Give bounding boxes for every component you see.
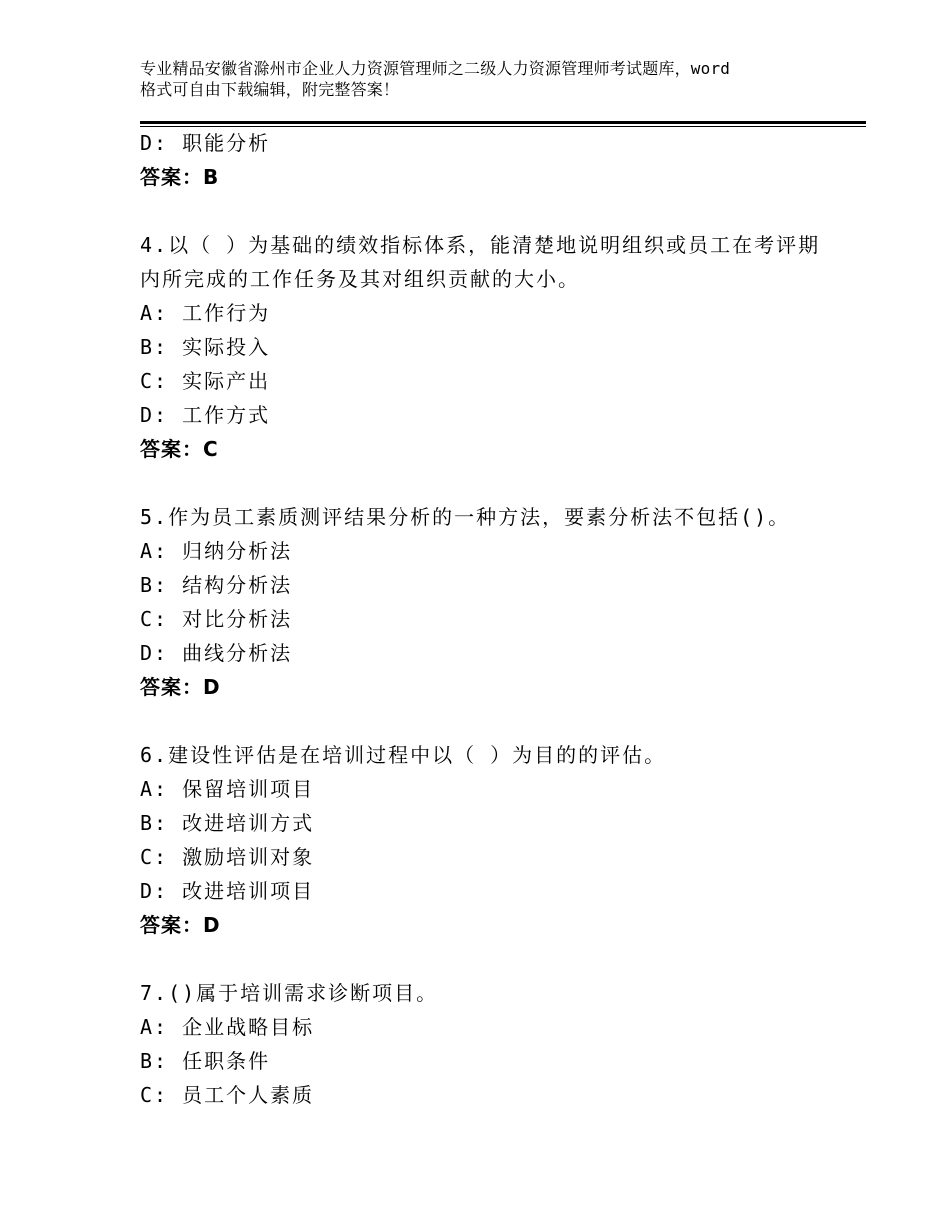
spacer xyxy=(140,942,840,976)
option-c: C: 激励培训对象 xyxy=(140,845,315,869)
question-stem-line-1: 6.建设性评估是在培训过程中以（ ）为目的的评估。 xyxy=(140,743,667,767)
question-stem-line-2: 内所完成的工作任务及其对组织贡献的大小。 xyxy=(140,267,580,291)
option-d: D: 职能分析 xyxy=(140,131,271,155)
option-d: D: 改进培训项目 xyxy=(140,879,315,903)
option-a: A: 工作行为 xyxy=(140,301,271,325)
answer-label: 答案：D xyxy=(140,675,221,699)
answer-label: 答案：B xyxy=(140,165,220,189)
question-stem-line-1: 5.作为员工素质测评结果分析的一种方法，要素分析法不包括()。 xyxy=(140,505,791,529)
option-b: B: 实际投入 xyxy=(140,335,271,359)
option-a: A: 企业战略目标 xyxy=(140,1015,315,1039)
document-header xyxy=(140,58,840,100)
option-c: C: 对比分析法 xyxy=(140,607,293,631)
question-3-tail xyxy=(140,126,840,194)
header-title-line-2: 格式可自由下载编辑，附完整答案！ xyxy=(140,80,400,99)
header-divider-thick xyxy=(140,121,866,124)
option-b: B: 任职条件 xyxy=(140,1049,271,1073)
option-b: B: 结构分析法 xyxy=(140,573,293,597)
question-stem-line-1: 4.以（ ）为基础的绩效指标体系，能清楚地说明组织或员工在考评期 xyxy=(140,233,821,257)
spacer xyxy=(140,704,840,738)
spacer xyxy=(140,194,840,228)
question-6 xyxy=(140,738,840,942)
option-a: A: 保留培训项目 xyxy=(140,777,315,801)
option-a: A: 归纳分析法 xyxy=(140,539,293,563)
option-d: D: 工作方式 xyxy=(140,403,271,427)
option-d: D: 曲线分析法 xyxy=(140,641,293,665)
option-b: B: 改进培训方式 xyxy=(140,811,315,835)
spacer xyxy=(140,466,840,500)
answer-label: 答案：D xyxy=(140,913,221,937)
question-stem-line-1: 7.()属于培训需求诊断项目。 xyxy=(140,981,439,1005)
question-content xyxy=(140,126,840,1112)
question-4 xyxy=(140,228,840,466)
answer-label: 答案：C xyxy=(140,437,219,461)
header-title-line-1: 专业精品安徽省滁州市企业人力资源管理师之二级人力资源管理师考试题库，word xyxy=(140,59,731,78)
question-5 xyxy=(140,500,840,704)
option-c: C: 实际产出 xyxy=(140,369,271,393)
question-7 xyxy=(140,976,840,1112)
option-c: C: 员工个人素质 xyxy=(140,1083,315,1107)
